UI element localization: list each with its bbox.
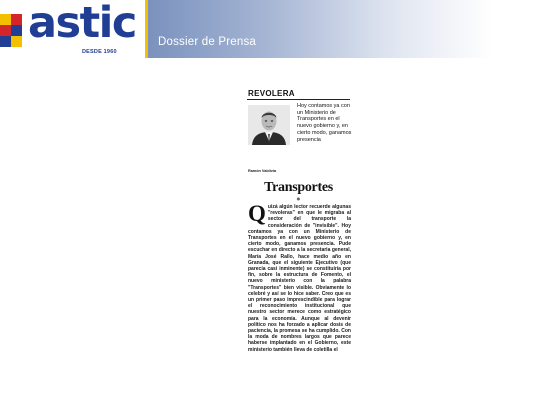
article-body-text: uizá algún lector recuerde algunas "revoleras" en que le migraba al sector del transporte la consideración de "invisible". Hoy contamos ya con un Ministerio de Transportes en el nuevo gobierno y, en cierto modo, ganamos presencia. Pude escuchar en directo a la secretaria general, María José Rallo, hace medio año en Granada, que el siguiente Ejecutivo (que parecía casi inminente) se constituiría por fin, sobre la estructura de Fomento, el nuevo ministerio con la palabra "Transportes" bien visible. Obviamente lo celebré y así se lo hice saber. Creo que es un primer paso imprescindible para lograr el reconocimiento institucional que nuestro sector merece como estratégico para la economía. Aunque al devenir político nos ha forzado a aplicar dosis de paciencia, la promesa se ha cumplido. Con la moda de nombres largos que parece haberse implantado en el Gobierno, este ministerio también lleva de coletilla el [248, 204, 351, 353]
logo-wordmark: astic [28, 0, 136, 48]
column-rule [247, 99, 350, 100]
banner-accent-bar [145, 0, 148, 58]
column-name: REVOLERA [248, 89, 295, 98]
press-clipping [240, 85, 357, 405]
article-title: Transportes [264, 180, 333, 195]
logo-tagline: DESDE 1960 [82, 49, 117, 55]
header-banner [145, 0, 540, 58]
astic-logo [0, 0, 136, 55]
pull-quote: Hoy contamos ya con un Ministerio de Transportes en el nuevo gobierno y, en cierto modo, ganamos presencia [297, 103, 352, 143]
title-ornament: ● [296, 196, 301, 201]
author-portrait [248, 105, 290, 145]
author-name: Ramón Valdivia [248, 169, 277, 173]
header [0, 0, 540, 58]
drop-cap: Q [248, 201, 266, 226]
article-body [248, 201, 351, 353]
banner-title: Dossier de Prensa [158, 36, 256, 48]
